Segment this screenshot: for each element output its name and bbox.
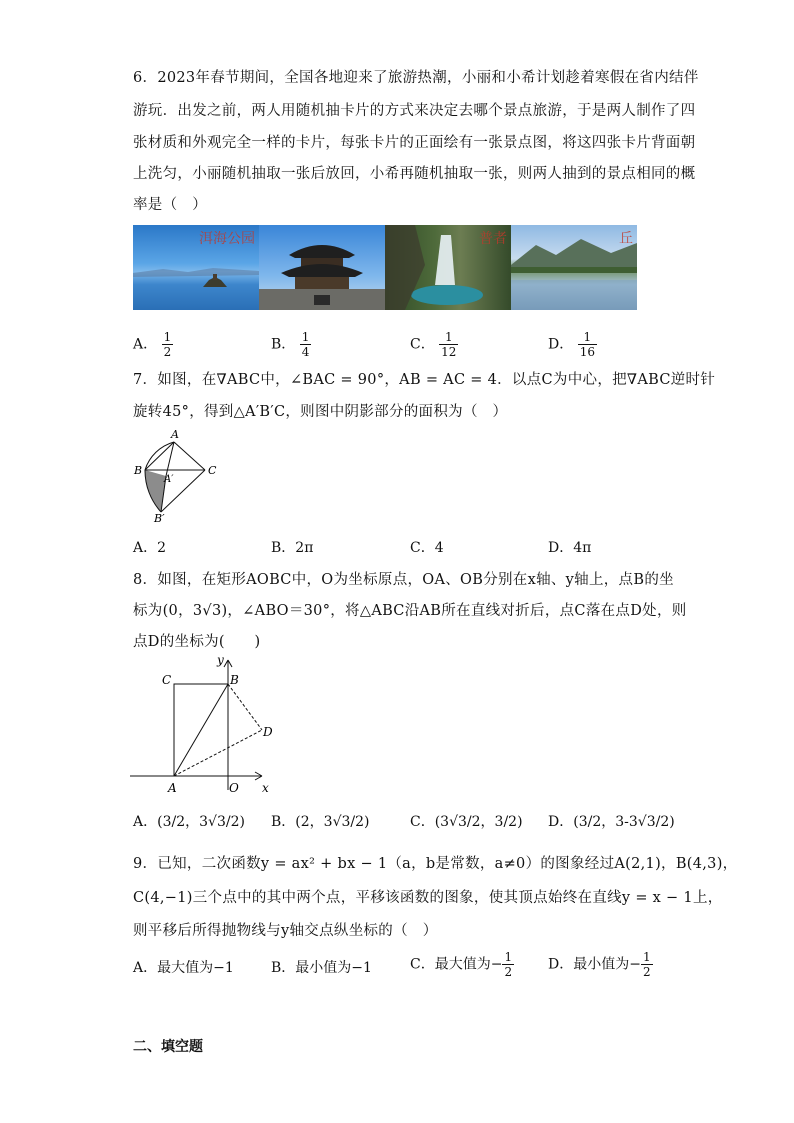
option-letter: C．: [410, 336, 435, 353]
label-y: y: [217, 653, 224, 667]
q6-option-c[interactable]: [410, 330, 458, 359]
q9-option-b[interactable]: [271, 957, 372, 977]
q8-option-a[interactable]: [133, 811, 245, 831]
option-letter: B．: [271, 960, 296, 976]
photo-tower: [259, 225, 385, 310]
q6-line-3: 张材质和外观完全一样的卡片，每张卡片的正面绘有一张景点图，将这四张卡片背面朝: [133, 135, 696, 151]
option-value: 最大值为−1: [157, 960, 234, 976]
fraction: [502, 950, 514, 979]
label-c: C: [162, 673, 172, 687]
photo-waterfall: [385, 225, 511, 310]
q9-line-1: 9．已知，二次函数y = ax² + bx − 1（a，b是常数，a≠0）的图象经过A(2,1)，B(4,3)，: [133, 856, 738, 872]
fraction: [578, 330, 597, 359]
option-letter: C．: [410, 540, 435, 556]
q7-option-c[interactable]: [410, 537, 444, 557]
q7-option-a[interactable]: [133, 537, 166, 557]
option-value: 最大值为−: [434, 956, 503, 973]
label-b: B: [230, 673, 239, 687]
option-letter: D．: [548, 814, 574, 830]
option-value: 4: [434, 540, 444, 556]
photo-erhai: [133, 225, 259, 310]
q8-option-b[interactable]: [271, 811, 370, 831]
fraction: [300, 330, 312, 359]
photo-label: 普者: [479, 231, 507, 247]
section-title: 二、填空题: [133, 1039, 203, 1055]
q9-line-2: C(4,−1)三个点中的其中两个点，平移该函数的图象，使其顶点始终在直线y = x − 1上，: [133, 890, 723, 906]
denominator: 4: [301, 345, 310, 359]
label-b-prime: B′: [154, 512, 165, 525]
photo-label: 洱海公园: [199, 231, 255, 247]
q9-line-3: 则平移后所得抛物线与y轴交点纵坐标的（ ）: [133, 923, 438, 939]
numerator: 1: [504, 950, 513, 964]
photo-lake-mountain: [511, 225, 637, 310]
label-o: O: [229, 781, 239, 795]
label-a: A: [171, 428, 179, 441]
option-value: (3√3/2，3/2): [434, 814, 523, 830]
option-letter: B．: [271, 540, 296, 556]
option-value: (3/2，3-3√3/2): [573, 814, 675, 830]
fraction: [162, 330, 174, 359]
pagoda-tower-image: [259, 225, 385, 310]
q6-option-a[interactable]: [133, 330, 173, 359]
label-x: x: [262, 781, 269, 795]
q6-line-4: 上洗匀，小丽随机抽取一张后放回，小希再随机抽取一张，则两人抽到的景点相同的概: [133, 166, 696, 182]
label-a-prime: A′: [164, 474, 174, 485]
denominator: 2: [163, 345, 172, 359]
option-letter: D．: [548, 336, 574, 353]
q9-option-c[interactable]: [410, 950, 514, 979]
fraction: [641, 950, 653, 979]
option-letter: D．: [548, 540, 574, 556]
option-value: 4π: [573, 540, 592, 556]
label-b: B: [134, 464, 143, 477]
numerator: 1: [642, 950, 651, 964]
option-letter: D．: [548, 956, 574, 973]
q9-option-d[interactable]: [548, 950, 653, 979]
denominator: 12: [441, 345, 457, 359]
option-value: (3/2，3√3/2): [157, 814, 245, 830]
q7-line-1: 7．如图，在∇ABC中，∠BAC = 90°，AB = AC = 4．以点C为中心，把∇ABC逆时针: [133, 372, 716, 388]
photo-label: 丘: [619, 231, 633, 247]
q8-line-1: 8．如图，在矩形AOBC中，O为坐标原点，OA、OB分别在x轴、y轴上，点B的坐: [133, 572, 674, 588]
q6-option-b[interactable]: [271, 330, 311, 359]
option-letter: B．: [271, 336, 296, 353]
option-letter: A．: [133, 814, 158, 830]
label-d: D: [263, 725, 273, 739]
q8-line-3: 点D的坐标为( ): [133, 634, 261, 650]
numerator: 1: [578, 330, 597, 345]
q7-figure: [130, 425, 230, 525]
option-letter: A．: [133, 336, 158, 353]
q8-figure: [130, 652, 275, 797]
q8-line-2: 标为(0，3√3)，∠ABO＝30°，将△ABC沿AB所在直线对折后，点C落在点D处，则: [133, 603, 687, 619]
option-letter: A．: [133, 540, 158, 556]
option-letter: A．: [133, 960, 158, 976]
option-letter: B．: [271, 814, 296, 830]
denominator: 2: [642, 965, 651, 979]
q7-option-d[interactable]: [548, 537, 591, 557]
numerator: 1: [163, 330, 172, 344]
q9-option-a[interactable]: [133, 957, 234, 977]
option-value: 最小值为−: [573, 956, 641, 973]
q6-line-5: 率是（ ）: [133, 197, 207, 213]
option-letter: C．: [410, 814, 435, 830]
option-value: (2，3√3/2): [295, 814, 370, 830]
denominator: 2: [504, 965, 513, 979]
numerator: 1: [301, 330, 310, 344]
numerator: 1: [439, 330, 458, 345]
denominator: 16: [579, 345, 595, 359]
q6-line-1: 6．2023年春节期间，全国各地迎来了旅游热潮，小丽和小希计划趁着寒假在省内结伴: [133, 70, 699, 86]
q6-line-2: 游玩．出发之前，两人用随机抽卡片的方式来决定去哪个景点旅游，于是两人制作了四: [133, 103, 696, 119]
option-value: 最小值为−1: [295, 960, 372, 976]
option-letter: C．: [410, 956, 435, 973]
q8-option-d[interactable]: [548, 811, 675, 831]
label-c: C: [208, 464, 217, 477]
fraction: [439, 330, 458, 359]
q7-option-b[interactable]: [271, 537, 313, 557]
q6-option-d[interactable]: [548, 330, 597, 359]
option-value: 2: [157, 540, 167, 556]
q8-option-c[interactable]: [410, 811, 523, 831]
q7-line-2: 旋转45°，得到△A′B′C，则图中阴影部分的面积为（ ）: [133, 404, 508, 420]
option-value: 2π: [295, 540, 314, 556]
label-a: A: [168, 781, 177, 795]
